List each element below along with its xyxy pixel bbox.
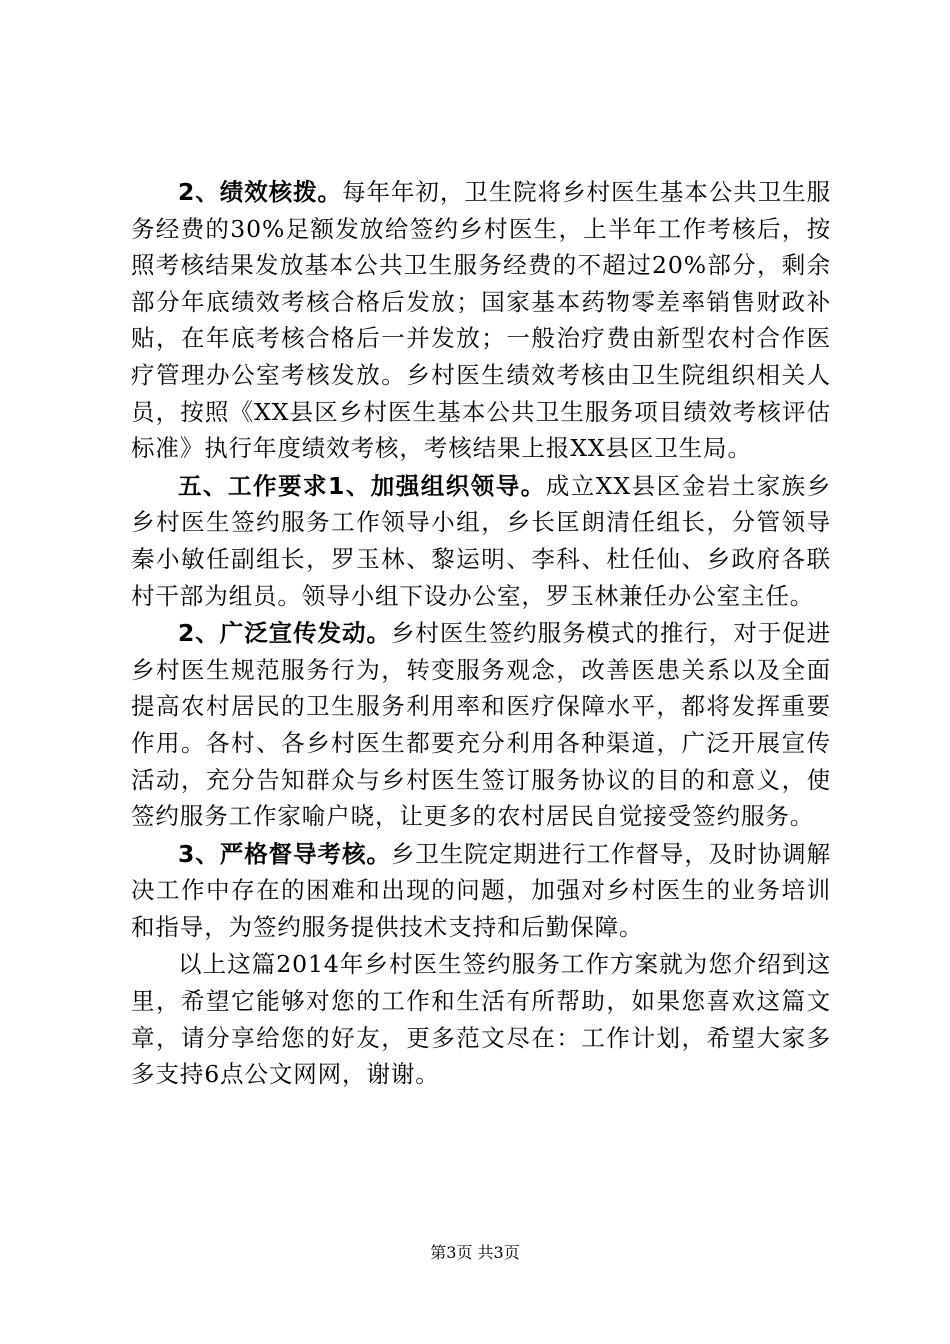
paragraph-text: 成立XX县区金岩土家族乡乡村医生签约服务工作领导小组，乡长匡朗清任组长，分管领导秦小敏任副组长，罗玉林、黎运明、李科、杜任仙、乡政府各联村干部为组员。领导小组下设办公室，罗玉林兼任办公室主任。 (131, 471, 831, 610)
paragraph-publicity (131, 615, 831, 835)
paragraph-organization-leadership (131, 468, 831, 614)
page-number-label: 第3页 共3页 (430, 1243, 520, 1262)
paragraph-supervision (131, 836, 831, 946)
paragraph-heading: 3、严格督导考核。 (178, 839, 391, 868)
paragraph-text: 每年年初，卫生院将乡村医生基本公共卫生服务经费的30%足额发放给签约乡村医生，上半年工作考核后，按照考核结果发放基本公共卫生服务经费的不超过20%部分，剩余部分年底绩效考核合格后发放；国家基本药物零差率销售财政补贴，在年底考核合格后一并发放；一般治疗费由新型农村合作医疗管理办公室考核发放。乡村医生绩效考核由卫生院组织相关人员，按照《XX县区乡村医生基本公共卫生服务项目绩效考核评估标准》执行年度绩效考核，考核结果上报XX县区卫生局。 (131, 178, 831, 463)
paragraph-heading: 2、绩效核拨。 (178, 178, 343, 206)
page-footer (0, 1243, 950, 1263)
paragraph-text: 乡卫生院定期进行工作督导，及时协调解决工作中存在的困难和出现的问题，加强对乡村医生的业务培训和指导，为签约服务提供技术支持和后勤保障。 (131, 839, 831, 941)
paragraph-heading: 2、广泛宣传发动。 (178, 619, 391, 648)
paragraph-closing (131, 946, 831, 1092)
paragraph-performance-allocation (131, 174, 831, 467)
paragraph-heading: 五、工作要求1、加强组织领导。 (178, 471, 546, 500)
document-body (131, 174, 831, 1094)
paragraph-text: 乡村医生签约服务模式的推行，对于促进乡村医生规范服务行为，转变服务观念，改善医患关系以及全面提高农村居民的卫生服务利用率和医疗保障水平，都将发挥重要作用。各村、各乡村医生都要充分利用各种渠道，广泛开展宣传活动，充分告知群众与乡村医生签订服务协议的目的和意义，使签约服务工作家喻户晓，让更多的农村居民自觉接受签约服务。 (131, 619, 831, 831)
paragraph-text: 以上这篇2014年乡村医生签约服务工作方案就为您介绍到这里，希望它能够对您的工作和生活有所帮助，如果您喜欢这篇文章，请分享给您的好友，更多范文尽在：工作计划，希望大家多多支持6点公文网网，谢谢。 (131, 950, 831, 1089)
